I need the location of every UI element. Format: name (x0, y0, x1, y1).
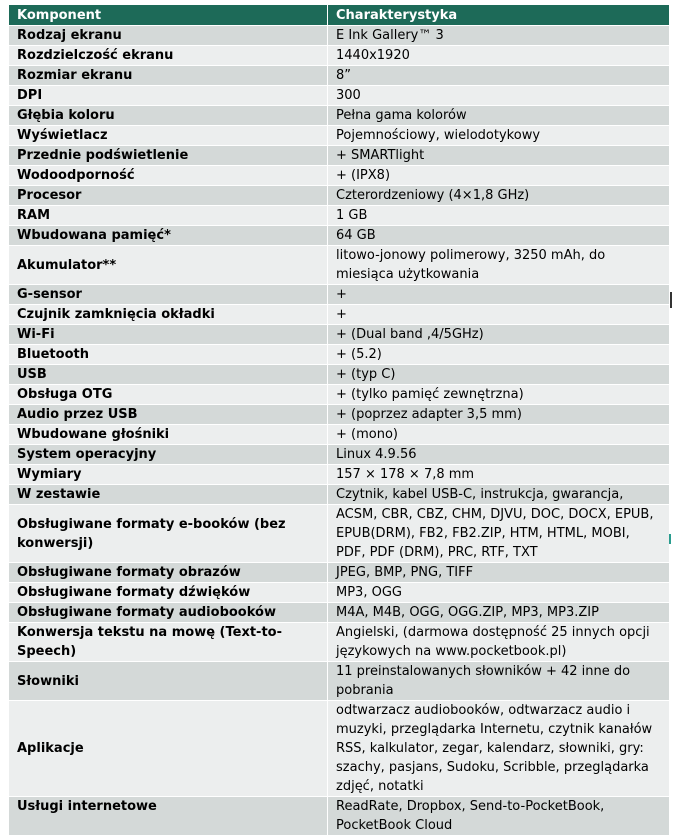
table-row (9, 583, 670, 603)
spec-label: Wymiary (9, 465, 328, 485)
spec-label: Konwersja tekstu na mowę (Text-to-Speech) (9, 623, 328, 662)
spec-value: ACSM, CBR, CBZ, CHM, DJVU, DOC, DOCX, EPUB, EPUB(DRM), FB2, FB2.ZIP, HTM, HTML, MOBI, PDF, PDF (DRM), PRC, RTF, TXT (328, 505, 670, 563)
spec-label: Wi-Fi (9, 325, 328, 345)
table-row (9, 46, 670, 66)
spec-value: + SMARTlight (328, 146, 670, 166)
spec-label: Przednie podświetlenie (9, 146, 328, 166)
spec-table (8, 4, 670, 836)
spec-value: + (typ C) (328, 365, 670, 385)
spec-label: Usługi internetowe (9, 797, 328, 836)
spec-value: Czytnik, kabel USB-C, instrukcja, gwarancja, (328, 485, 670, 505)
spec-value: + (IPX8) (328, 166, 670, 186)
spec-value: JPEG, BMP, PNG, TIFF (328, 563, 670, 583)
spec-label: Procesor (9, 186, 328, 206)
table-row (9, 166, 670, 186)
spec-value: Angielski, (darmowa dostępność 25 innych opcji językowych na www.pocketbook.pl) (328, 623, 670, 662)
table-row (9, 563, 670, 583)
table-row (9, 86, 670, 106)
spec-label: Akumulator** (9, 246, 328, 285)
spec-value: + (328, 285, 670, 305)
table-row (9, 126, 670, 146)
table-row (9, 106, 670, 126)
spec-value: 157 × 178 × 7,8 mm (328, 465, 670, 485)
table-row (9, 385, 670, 405)
spec-label: Obsługiwane formaty obrazów (9, 563, 328, 583)
spec-label: Rodzaj ekranu (9, 26, 328, 46)
table-row (9, 797, 670, 836)
spec-value: + (poprzez adapter 3,5 mm) (328, 405, 670, 425)
table-row (9, 623, 670, 662)
spec-label: RAM (9, 206, 328, 226)
spec-value: 64 GB (328, 226, 670, 246)
table-row (9, 246, 670, 285)
spec-value: Linux 4.9.56 (328, 445, 670, 465)
spec-label: Czujnik zamknięcia okładki (9, 305, 328, 325)
spec-label: Obsługa OTG (9, 385, 328, 405)
spec-value: Pojemnościowy, wielodotykowy (328, 126, 670, 146)
table-header-row (9, 5, 670, 26)
header-characteristic: Charakterystyka (328, 5, 670, 26)
table-row (9, 365, 670, 385)
spec-label: Wodoodporność (9, 166, 328, 186)
table-row (9, 285, 670, 305)
table-row (9, 701, 670, 797)
table-row (9, 425, 670, 445)
spec-label: Audio przez USB (9, 405, 328, 425)
spec-value: odtwarzacz audiobooków, odtwarzacz audio i muzyki, przeglądarka Internetu, czytnik kanałów RSS, kalkulator, zegar, kalendarz, słowniki, gry: szachy, pasjans, Sudoku, Scribble, przeglądarka zdjęć, notatki (328, 701, 670, 797)
spec-label: Rozdzielczość ekranu (9, 46, 328, 66)
spec-label: Słowniki (9, 662, 328, 701)
table-row (9, 325, 670, 345)
table-row (9, 485, 670, 505)
spec-label: Obsługiwane formaty e-booków (bez konwersji) (9, 505, 328, 563)
table-row (9, 186, 670, 206)
table-row (9, 305, 670, 325)
spec-value: + (tylko pamięć zewnętrzna) (328, 385, 670, 405)
spec-label: Obsługiwane formaty audiobooków (9, 603, 328, 623)
edge-mark (670, 292, 672, 308)
spec-value: 11 preinstalowanych słowników + 42 inne do pobrania (328, 662, 670, 701)
table-row (9, 146, 670, 166)
spec-value: Pełna gama kolorów (328, 106, 670, 126)
spec-value: Czterordzeniowy (4×1,8 GHz) (328, 186, 670, 206)
spec-label: G-sensor (9, 285, 328, 305)
spec-value: 1 GB (328, 206, 670, 226)
spec-label: Aplikacje (9, 701, 328, 797)
spec-value: 8” (328, 66, 670, 86)
spec-label: Wbudowana pamięć* (9, 226, 328, 246)
edge-mark (669, 534, 671, 544)
table-row (9, 445, 670, 465)
spec-value: litowo-jonowy polimerowy, 3250 mAh, do miesiąca użytkowania (328, 246, 670, 285)
spec-label: Głębia koloru (9, 106, 328, 126)
spec-value: M4A, M4B, OGG, OGG.ZIP, MP3, MP3.ZIP (328, 603, 670, 623)
table-row (9, 405, 670, 425)
table-row (9, 603, 670, 623)
header-component: Komponent (9, 5, 328, 26)
spec-label: Rozmiar ekranu (9, 66, 328, 86)
table-row (9, 505, 670, 563)
spec-value: MP3, OGG (328, 583, 670, 603)
spec-label: USB (9, 365, 328, 385)
spec-label: Obsługiwane formaty dźwięków (9, 583, 328, 603)
spec-value: + (Dual band ,4/5GHz) (328, 325, 670, 345)
spec-value: + (328, 305, 670, 325)
spec-value: + (mono) (328, 425, 670, 445)
spec-value: 1440x1920 (328, 46, 670, 66)
spec-value: 300 (328, 86, 670, 106)
spec-label: W zestawie (9, 485, 328, 505)
table-row (9, 206, 670, 226)
spec-label: System operacyjny (9, 445, 328, 465)
table-row (9, 662, 670, 701)
table-row (9, 345, 670, 365)
spec-label: DPI (9, 86, 328, 106)
table-row (9, 226, 670, 246)
spec-label: Wbudowane głośniki (9, 425, 328, 445)
table-row (9, 66, 670, 86)
table-row (9, 465, 670, 485)
spec-label: Bluetooth (9, 345, 328, 365)
spec-value: E Ink Gallery™ 3 (328, 26, 670, 46)
spec-value: ReadRate, Dropbox, Send-to-PocketBook, PocketBook Cloud (328, 797, 670, 836)
spec-value: + (5.2) (328, 345, 670, 365)
table-row (9, 26, 670, 46)
spec-label: Wyświetlacz (9, 126, 328, 146)
